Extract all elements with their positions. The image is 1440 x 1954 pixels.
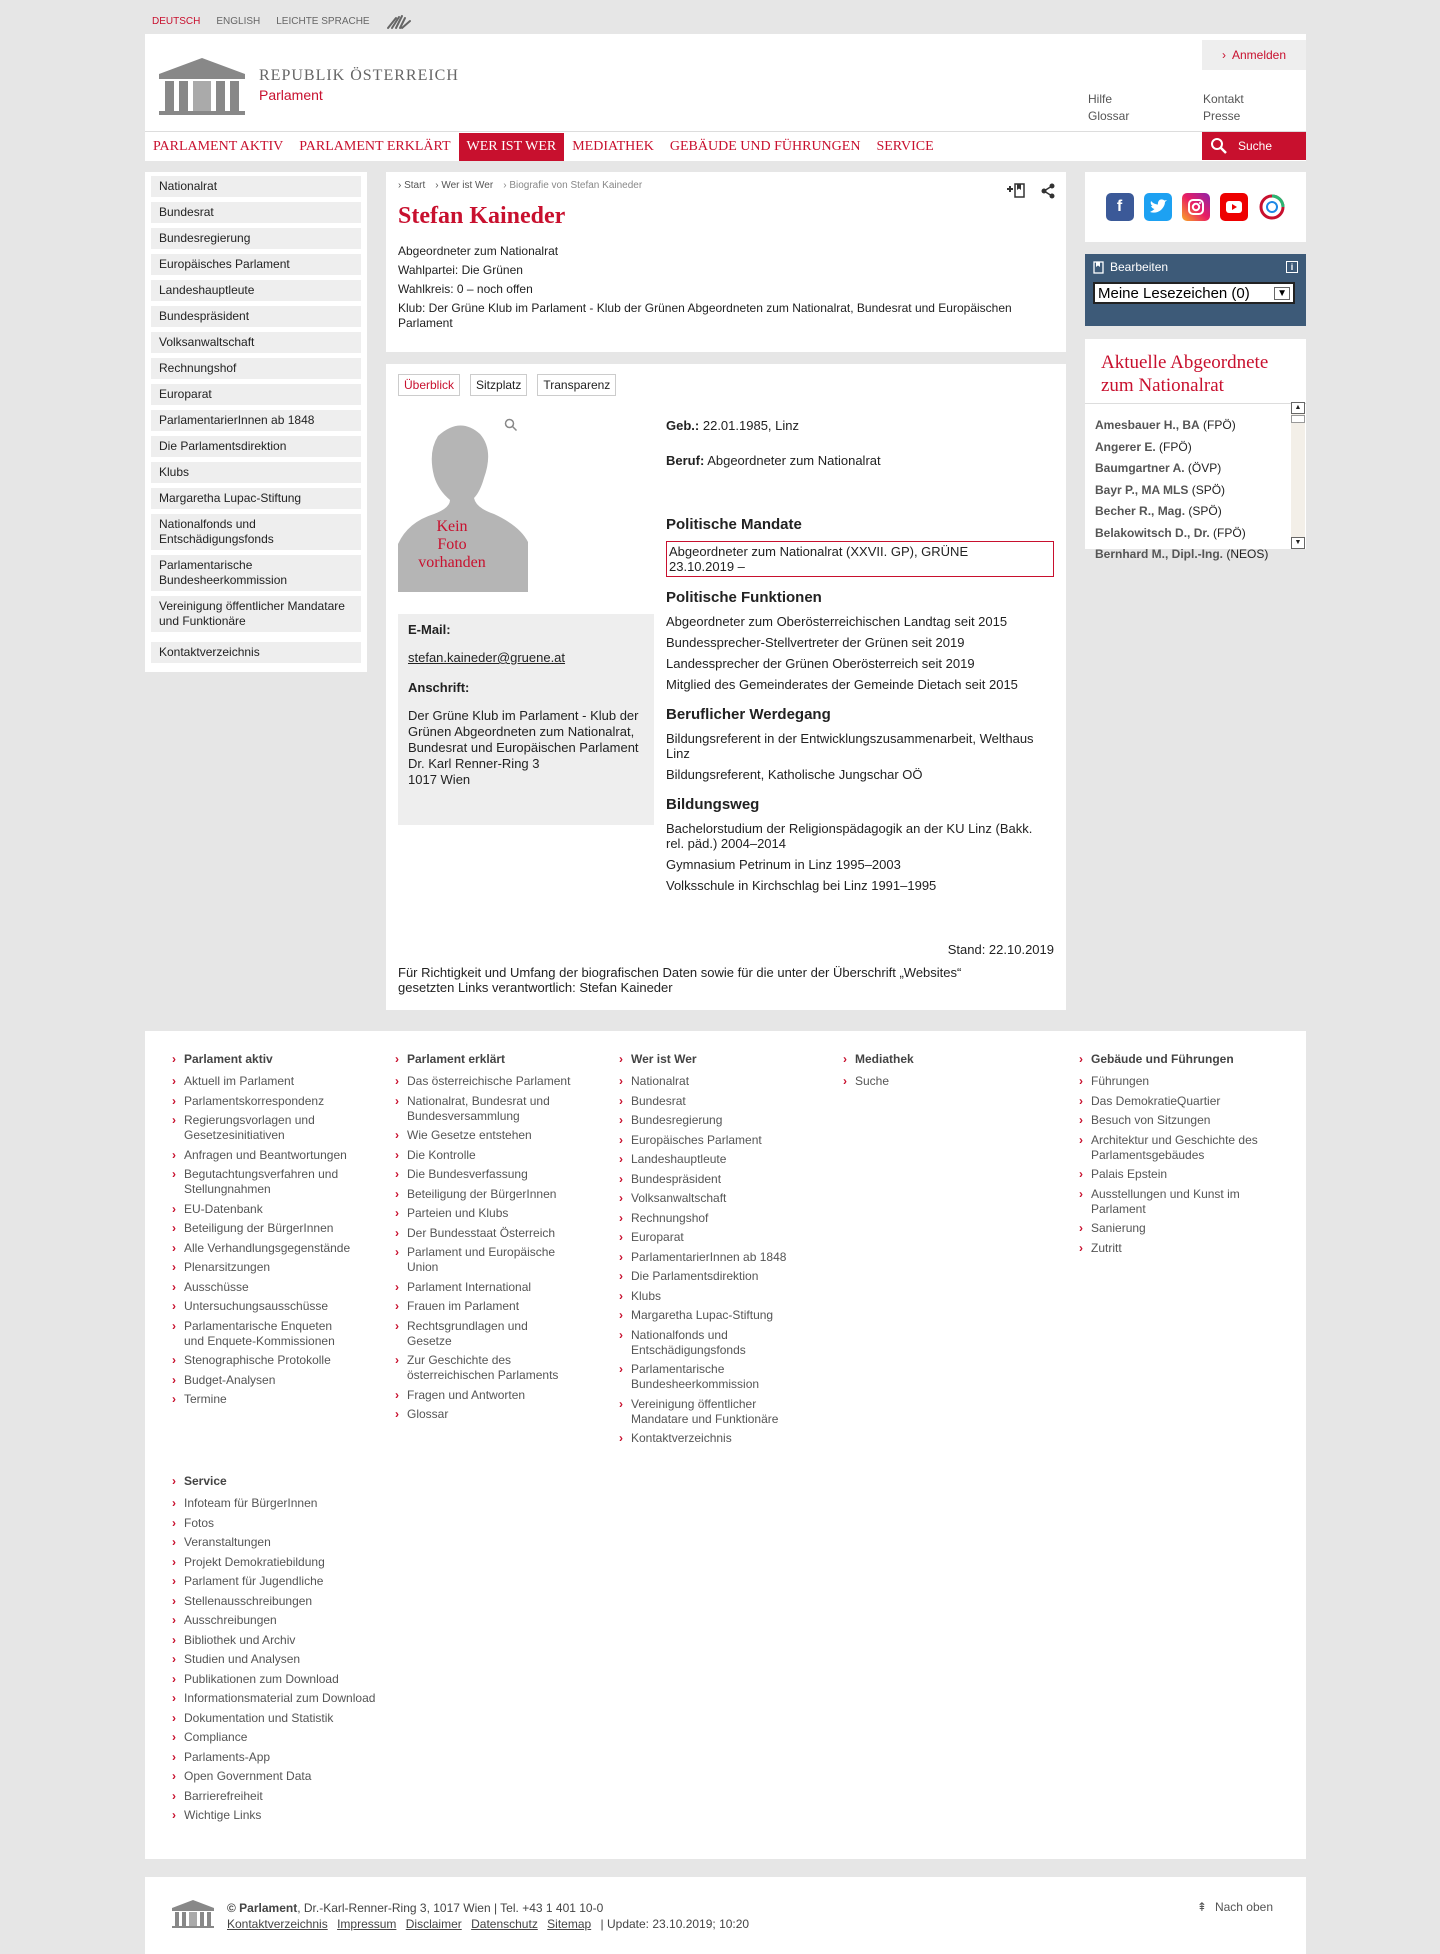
footer-heading[interactable]: › Parlament erklärt [395, 1052, 575, 1066]
page-tools [1006, 182, 1056, 200]
function-entry: Mitglied des Gemeinderates der Gemeinde Dietach seit 2015 [666, 677, 1018, 692]
back-to-top-label: Nach oben [1214, 1900, 1273, 1914]
members-scrollbar[interactable] [1291, 402, 1305, 549]
person-photo-placeholder [398, 416, 528, 592]
education-entry: Volksschule in Kirchschlag bei Linz 1991–1995 [666, 878, 937, 893]
section-heading: Politische Mandate [666, 516, 802, 533]
footer-link[interactable]: › Publikationen zum Download [172, 1672, 412, 1687]
footer-heading[interactable]: › Parlament aktiv [172, 1052, 352, 1066]
sidebar-item[interactable]: Nationalfonds und Entschädigungsfonds [151, 514, 361, 550]
share-icon[interactable] [1040, 182, 1056, 200]
footer-link[interactable]: › Kontaktverzeichnis [619, 1431, 799, 1446]
logo-subtitle: Parlament [259, 87, 323, 103]
footer-link[interactable]: › Palais Epstein [1079, 1167, 1259, 1182]
birth-label: Geb.: [666, 418, 700, 433]
address-label: Anschrift: [408, 680, 470, 695]
footer-link[interactable]: › Sanierung [1079, 1221, 1259, 1236]
footer-link[interactable]: › Studien und Analysen [172, 1652, 412, 1667]
search-icon [1210, 137, 1228, 155]
footer-link[interactable]: › Europäisches Parlament [619, 1133, 799, 1148]
footer-link[interactable]: › Dokumentation und Statistik [172, 1711, 412, 1726]
footer-link-kontaktverzeichnis[interactable]: Kontaktverzeichnis [227, 1917, 328, 1931]
footer-link-impressum[interactable]: Impressum [337, 1917, 397, 1931]
tab-bar [398, 374, 1054, 396]
chevron-right-icon: › [435, 180, 442, 191]
biography [666, 418, 1054, 899]
breadcrumb-current [503, 180, 642, 191]
copyright [227, 1900, 749, 1932]
sidebar-item[interactable]: Volksanwaltschaft [151, 332, 361, 353]
arrow-up-icon: ⇞ [1196, 1900, 1207, 1914]
address-line: 1017 Wien [408, 772, 471, 787]
member-party: (FPÖ) [1159, 439, 1192, 454]
footer-link[interactable]: › Plenarsitzungen [172, 1260, 352, 1275]
footer-link[interactable]: › Begutachtungsverfahren und Stellungnahmen [172, 1167, 352, 1197]
members-panel-title: Aktuelle Abgeordnete zum Nationalrat [1085, 339, 1306, 404]
lang-deutsch-link[interactable]: DEUTSCH [152, 15, 201, 27]
breadcrumb-label: Start [404, 180, 426, 191]
parliament-logo[interactable] [157, 54, 459, 116]
search-label: Suche [1238, 139, 1273, 153]
footer-link[interactable]: › Parlament International [395, 1280, 575, 1295]
sidebar-item[interactable]: Rechnungshof [151, 358, 361, 379]
person-party: Wahlpartei: Die Grünen [398, 263, 523, 277]
member-name: Angerer E. [1095, 439, 1156, 454]
email-label: E-Mail: [408, 622, 451, 637]
nav-gebaeude-fuehrungen[interactable]: GEBÄUDE UND FÜHRUNGEN [669, 138, 861, 154]
footer-link[interactable]: › Wichtige Links [172, 1808, 412, 1823]
footer-link-sitemap[interactable]: Sitemap [547, 1917, 592, 1931]
chevron-right-icon: › [398, 180, 405, 191]
footer-link[interactable]: › Die Parlamentsdirektion [619, 1269, 799, 1284]
member-party: (SPÖ) [1188, 504, 1222, 518]
lang-english-link[interactable]: ENGLISH [216, 15, 261, 27]
footer-link[interactable]: › Führungen [1079, 1074, 1259, 1089]
sidebar-item[interactable]: Bundesregierung [151, 228, 361, 249]
footer-sitemap [145, 1031, 1306, 1859]
footer-link[interactable]: › Besuch von Sitzungen [1079, 1113, 1259, 1128]
footer-link[interactable]: › Aktuell im Parlament [172, 1074, 352, 1089]
footer-link[interactable]: › Open Government Data [172, 1769, 412, 1784]
person-club: Klub: Der Grüne Klub im Parlament - Klub der Grünen Abgeordneten zum Nationalrat, Bundesrat und Europäischen Parlament [398, 301, 1012, 330]
sidebar-item[interactable]: Bundesrat [151, 202, 361, 223]
utility-nav [1088, 92, 1303, 123]
footer-col-gebaeude [1079, 1052, 1259, 1260]
footer-link[interactable]: › Frauen im Parlament [395, 1299, 575, 1314]
footer-link[interactable]: › Parlamentskorrespondenz [172, 1094, 352, 1109]
breadcrumb-item[interactable] [435, 180, 493, 191]
mandate-line: 23.10.2019 – [669, 559, 745, 574]
breadcrumb [398, 180, 1054, 191]
members-list [1095, 415, 1290, 561]
instagram-icon[interactable] [1182, 193, 1210, 221]
scroll-up-icon[interactable]: ▲ [1291, 402, 1305, 414]
person-district: Wahlkreis: 0 – noch offen [398, 282, 533, 296]
footer-link[interactable]: › Volksanwaltschaft [619, 1191, 799, 1206]
footer-link[interactable]: › Compliance [172, 1730, 412, 1745]
address-line: Dr. Karl Renner-Ring 3 [408, 756, 540, 771]
mandate-line: Abgeordneter zum Nationalrat (XXVII. GP), GRÜNE [669, 544, 969, 559]
footer-link[interactable]: › Vereinigung öffentlicher Mandatare und Funktionäre [619, 1397, 799, 1427]
site-header [145, 34, 1306, 161]
copyright-owner: © Parlament [227, 1901, 298, 1915]
footer-heading[interactable]: › Wer ist Wer [619, 1052, 799, 1066]
facebook-icon[interactable]: f [1106, 193, 1134, 221]
podcast-icon[interactable] [1258, 193, 1286, 221]
breadcrumb-label: Biografie von Stefan Kaineder [509, 180, 643, 191]
footer-link[interactable]: › Nationalrat, Bundesrat und Bundesversammlung [395, 1094, 575, 1124]
member-item[interactable] [1095, 458, 1290, 480]
language-bar [152, 10, 412, 32]
parliament-small-logo-icon [171, 1899, 215, 1929]
update-info: | Update: 23.10.2019; 10:20 [600, 1917, 750, 1931]
bookmarks-select-value: Meine Lesezeichen (0) [1098, 284, 1250, 302]
sidebar-item[interactable]: Nationalrat [151, 176, 361, 197]
footer-link[interactable]: › Bundespräsident [619, 1172, 799, 1187]
footer-link[interactable]: › Alle Verhandlungsgegenstände [172, 1241, 352, 1256]
address-text [408, 708, 644, 788]
sidebar-item[interactable]: Europarat [151, 384, 361, 405]
footer-link[interactable]: › Parlamentarische Enqueten und Enquete-Kommissionen [172, 1319, 352, 1349]
footer-link[interactable]: › ParlamentarierInnen ab 1848 [619, 1250, 799, 1265]
footer-heading[interactable]: › Service [172, 1474, 412, 1488]
education-entry: Gymnasium Petrinum in Linz 1995–2003 [666, 857, 901, 872]
member-party: (SPÖ) [1191, 482, 1226, 497]
footer-link-datenschutz[interactable]: Datenschutz [471, 1917, 538, 1931]
member-party: (FPÖ) [1213, 525, 1246, 540]
member-name: Belakowitsch D., Dr. [1095, 525, 1210, 540]
breadcrumb-item[interactable] [398, 180, 425, 191]
footer-link[interactable]: › Margaretha Lupac-Stiftung [619, 1308, 799, 1323]
footer-col-parlament-erklaert [395, 1052, 575, 1427]
footer-link[interactable]: › Der Bundesstaat Österreich [395, 1226, 575, 1241]
email-link[interactable]: stefan.kaineder@gruene.at [408, 650, 566, 665]
footer-link[interactable]: › Wie Gesetze entstehen [395, 1128, 575, 1143]
footer-link[interactable]: › Rechtsgrundlagen und Gesetze [395, 1319, 575, 1349]
footer-link[interactable]: › Die Bundesverfassung [395, 1167, 575, 1182]
footer-link[interactable]: › Die Kontrolle [395, 1148, 575, 1163]
section-heading: Politische Funktionen [666, 589, 822, 606]
photo-text: vorhanden [418, 554, 486, 571]
tab-transparenz[interactable]: Transparenz [537, 374, 616, 396]
address-line: Der Grüne Klub im Parlament - Klub der Grünen Abgeordneten zum Nationalrat, Bundesrat und Europäischen Parlament [408, 708, 639, 755]
footer-link[interactable]: › Beteiligung der BürgerInnen [395, 1187, 575, 1202]
sidebar-item[interactable]: ParlamentarierInnen ab 1848 [151, 410, 361, 431]
footer-link[interactable]: › Bundesregierung [619, 1113, 799, 1128]
parliament-building-icon [157, 54, 247, 116]
sidebar-item[interactable]: Die Parlamentsdirektion [151, 436, 361, 457]
search-button[interactable] [1202, 132, 1306, 160]
footer-link[interactable]: › Beteiligung der BürgerInnen [172, 1221, 352, 1236]
nav-service[interactable]: SERVICE [876, 138, 934, 154]
function-entry: Abgeordneter zum Oberösterreichischen Landtag seit 2015 [666, 614, 1008, 629]
mandate-entry [666, 541, 1054, 577]
photo-text: Kein [436, 518, 468, 535]
current-members-panel [1085, 339, 1306, 561]
tab-sitzplatz[interactable]: Sitzplatz [470, 374, 527, 396]
footer-link[interactable]: › Fragen und Antworten [395, 1388, 575, 1403]
footer-link[interactable]: › Stellenausschreibungen [172, 1594, 412, 1609]
member-item[interactable] [1095, 523, 1290, 545]
nav-parlament-erklaert[interactable]: PARLAMENT ERKLÄRT [299, 138, 451, 154]
bookmarks-select[interactable] [1093, 282, 1295, 304]
footer-link[interactable]: › Parlament und Europäische Union [395, 1245, 575, 1275]
footer-link[interactable]: › Projekt Demokratiebildung [172, 1555, 412, 1570]
section-heading: Beruflicher Werdegang [666, 706, 831, 723]
section-heading: Bildungsweg [666, 796, 760, 813]
member-party: (FPÖ) [1203, 418, 1236, 432]
member-name: Bayr P., MA MLS [1095, 482, 1189, 497]
footer-link[interactable]: › Parlaments-App [172, 1750, 412, 1765]
nav-parlament-aktiv[interactable]: PARLAMENT AKTIV [153, 138, 284, 154]
back-to-top-link[interactable] [1197, 1900, 1273, 1914]
footer-link[interactable]: › Nationalfonds und Entschädigungsfonds [619, 1328, 799, 1358]
function-entry: Bundessprecher-Stellvertreter der Grünen seit 2019 [666, 635, 965, 650]
footer-link[interactable]: › EU-Datenbank [172, 1202, 352, 1217]
login-button[interactable] [1202, 40, 1306, 70]
sign-language-icon[interactable] [386, 12, 412, 30]
footer-col-wer-ist-wer [619, 1052, 799, 1451]
sidebar-item[interactable]: Landeshauptleute [151, 280, 361, 301]
tab-ueberblick[interactable]: Überblick [398, 374, 460, 396]
member-party: (ÖVP) [1187, 461, 1222, 475]
footer-link[interactable]: › Veranstaltungen [172, 1535, 412, 1550]
login-label: Anmelden [1231, 48, 1287, 62]
person-role: Abgeordneter zum Nationalrat [398, 244, 559, 258]
add-bookmark-icon[interactable] [1006, 182, 1026, 200]
footer-link[interactable]: › Anfragen und Beantwortungen [172, 1148, 352, 1163]
person-detail-card [386, 364, 1066, 1010]
footer-link[interactable]: › Europarat [619, 1230, 799, 1245]
footer-link[interactable]: › Regierungsvorlagen und Gesetzesinitiativen [172, 1113, 352, 1143]
logo-title: REPUBLIK ÖSTERREICH [259, 67, 459, 84]
footer-link[interactable]: › Parlamentarische Bundesheerkommission [619, 1362, 799, 1392]
breadcrumb-label: Wer ist Wer [441, 180, 494, 191]
contact-box [398, 614, 654, 825]
footer-link[interactable]: › Rechnungshof [619, 1211, 799, 1226]
footer-link[interactable]: › Parteien und Klubs [395, 1206, 575, 1221]
page-title: Stefan Kaineder [398, 203, 566, 229]
youtube-icon[interactable] [1220, 193, 1248, 221]
last-updated: Stand: 22.10.2019 [947, 942, 1054, 957]
footer-link[interactable]: › Informationsmaterial zum Download [172, 1691, 412, 1706]
bottom-bar [145, 1877, 1306, 1954]
footer-link[interactable]: › Parlament für Jugendliche [172, 1574, 412, 1589]
nav-mediathek[interactable]: MEDIATHEK [572, 138, 654, 154]
footer-link[interactable]: › Stenographische Protokolle [172, 1353, 352, 1368]
member-item[interactable] [1095, 501, 1290, 523]
member-item[interactable] [1095, 544, 1290, 566]
footer-link[interactable]: › Budget-Analysen [172, 1373, 352, 1388]
disclaimer-text: Für Richtigkeit und Umfang der biografischen Daten sowie für die unter der Überschrift „Websites“ gesetzten Links verantwortlich: Stefan Kaineder [398, 965, 962, 995]
member-name: Baumgartner A. [1095, 461, 1185, 475]
chevron-right-icon: › [503, 180, 510, 191]
member-party: (NEOS) [1226, 547, 1269, 561]
bookmark-icon [1093, 261, 1104, 274]
career-entry: Bildungsreferent, Katholische Jungschar OÖ [666, 767, 923, 782]
contact-link[interactable]: Kontakt [1203, 92, 1244, 106]
main-nav [145, 131, 1306, 161]
footer-link[interactable]: › Das DemokratieQuartier [1079, 1094, 1259, 1109]
footer-link[interactable]: › Architektur und Geschichte des Parlamentsgebäudes [1079, 1133, 1259, 1163]
member-item[interactable] [1095, 437, 1290, 459]
footer-link[interactable]: › Termine [172, 1392, 352, 1407]
member-name: Becher R., Mag. [1095, 504, 1186, 518]
sidebar-item[interactable]: Kontaktverzeichnis [151, 642, 361, 663]
help-link[interactable]: Hilfe [1088, 92, 1113, 106]
footer-heading[interactable]: › Gebäude und Führungen [1079, 1052, 1259, 1066]
copyright-address: , Dr.-Karl-Renner-Ring 3, 1017 Wien | Tel. +43 1 401 10-0 [297, 1901, 604, 1915]
member-name: Bernhard M., Dipl.-Ing. [1095, 547, 1223, 561]
scroll-thumb[interactable] [1291, 415, 1305, 423]
footer-link[interactable]: › Das österreichische Parlament [395, 1074, 575, 1089]
nav-wer-ist-wer[interactable]: WER IST WER [459, 133, 565, 161]
footer-link[interactable]: › Untersuchungsausschüsse [172, 1299, 352, 1314]
member-name: Amesbauer H., BA [1095, 418, 1200, 432]
job-label: Beruf: [666, 453, 705, 468]
sidebar-item[interactable]: Europäisches Parlament [151, 254, 361, 275]
footer-col-mediathek [843, 1052, 1023, 1094]
education-entry: Bachelorstudium der Religionspädagogik an der KU Linz (Bakk. rel. päd.) 2004–2014 [666, 821, 1033, 851]
footer-heading[interactable]: › Mediathek [843, 1052, 1023, 1066]
info-icon[interactable]: i [1286, 261, 1298, 273]
footer-col-service [172, 1474, 412, 1828]
chevron-right-icon: › [1221, 48, 1226, 62]
sidebar-item[interactable]: Margaretha Lupac-Stiftung [151, 488, 361, 509]
sidebar-item[interactable]: Bundespräsident [151, 306, 361, 327]
footer-link[interactable]: › Glossar [395, 1407, 575, 1422]
footer-col-parlament-aktiv [172, 1052, 352, 1412]
career-entry: Bildungsreferent in der Entwicklungszusammenarbeit, Welthaus Linz [666, 731, 1034, 761]
footer-link-disclaimer[interactable]: Disclaimer [405, 1917, 462, 1931]
sidebar-item[interactable]: Parlamentarische Bundesheerkommission [151, 555, 361, 591]
bookmarks-edit-link[interactable]: Bearbeiten [1110, 260, 1169, 274]
sidebar-item[interactable]: Klubs [151, 462, 361, 483]
footer-link[interactable]: › Bundesrat [619, 1094, 799, 1109]
photo-text: Foto [437, 536, 467, 553]
footer-link[interactable]: › Ausschüsse [172, 1280, 352, 1295]
scroll-down-icon[interactable]: ▼ [1291, 537, 1305, 549]
chevron-down-icon: ▼ [1274, 287, 1290, 300]
footer-link[interactable]: › Ausschreibungen [172, 1613, 412, 1628]
footer-link[interactable]: › Nationalrat [619, 1074, 799, 1089]
footer-link[interactable]: › Barrierefreiheit [172, 1789, 412, 1804]
footer-link[interactable]: › Ausstellungen und Kunst im Parlament [1079, 1187, 1259, 1217]
footer-link[interactable]: › Zur Geschichte des österreichischen Parlaments [395, 1353, 575, 1383]
zoom-icon[interactable] [504, 418, 518, 432]
glossary-link[interactable]: Glossar [1088, 109, 1130, 123]
member-item[interactable] [1095, 480, 1290, 502]
function-entry: Landessprecher der Grünen Oberösterreich seit 2019 [666, 656, 975, 671]
lang-leichte-sprache-link[interactable]: LEICHTE SPRACHE [276, 15, 370, 27]
person-header-card [386, 172, 1066, 352]
footer-link[interactable]: › Fotos [172, 1516, 412, 1531]
social-links [1085, 172, 1306, 242]
footer-link[interactable]: › Zutritt [1079, 1241, 1259, 1256]
job-value: Abgeordneter zum Nationalrat [707, 453, 881, 468]
sidebar-nav [145, 172, 367, 672]
bookmarks-panel [1085, 254, 1306, 326]
footer-link[interactable]: › Infoteam für BürgerInnen [172, 1496, 412, 1511]
footer-link[interactable]: › Bibliothek und Archiv [172, 1633, 412, 1648]
sidebar-item[interactable]: Vereinigung öffentlicher Mandatare und Funktionäre [151, 596, 361, 632]
member-item[interactable] [1095, 415, 1290, 437]
footer-link[interactable]: › Klubs [619, 1289, 799, 1304]
twitter-icon[interactable] [1144, 193, 1172, 221]
footer-link[interactable]: › Suche [843, 1074, 1023, 1089]
person-summary [398, 242, 1054, 331]
footer-link[interactable]: › Landeshauptleute [619, 1152, 799, 1167]
birth-value: 22.01.1985, Linz [702, 418, 799, 433]
press-link[interactable]: Presse [1203, 109, 1241, 123]
